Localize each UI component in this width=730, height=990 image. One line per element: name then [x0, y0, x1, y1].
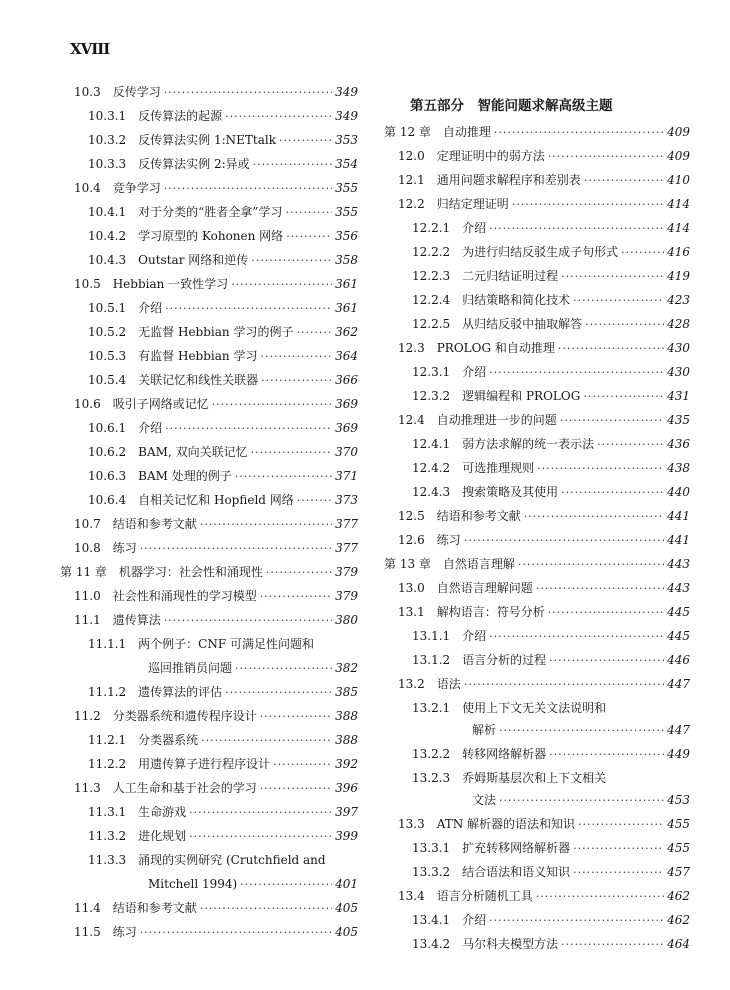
toc-dot-leader — [189, 805, 332, 821]
toc-entry-title: 12.4.3 搜索策略及其使用 — [412, 485, 559, 499]
toc-entry-page: 388 — [335, 709, 358, 723]
toc-dot-leader — [260, 349, 332, 365]
toc-entry-page: 438 — [667, 461, 690, 475]
toc-entry-title: 13.3.2 结合语法和语义知识 — [412, 865, 571, 879]
toc-entry — [384, 124, 690, 140]
toc-entry — [148, 660, 358, 676]
toc-entry-title: 12.0 定理证明中的弱方法 — [398, 149, 545, 163]
toc-entry-page: 382 — [335, 661, 358, 675]
toc-entry — [88, 828, 358, 844]
toc-entry — [74, 84, 358, 100]
toc-entry-page: 371 — [335, 469, 358, 483]
toc-entry-title: 10.4 竞争学习 — [74, 181, 161, 195]
toc-dot-leader — [140, 541, 332, 557]
toc-entry — [472, 722, 690, 738]
toc-entry-title: 解析 — [472, 723, 497, 737]
toc-dot-leader — [260, 709, 332, 725]
toc-dot-leader — [621, 245, 664, 261]
toc-entry-title: 10.7 结语和参考文献 — [74, 517, 197, 531]
toc-entry-title: 10.6 吸引子网络或记忆 — [74, 397, 209, 411]
toc-entry — [398, 148, 690, 164]
toc-dot-leader — [201, 733, 332, 749]
toc-entry — [88, 252, 358, 268]
toc-dot-leader — [240, 877, 332, 893]
toc-entry — [88, 228, 358, 244]
toc-entry-title: 11.2.2 用遗传算子进行程序设计 — [88, 757, 271, 771]
toc-entry — [412, 436, 690, 452]
toc-entry-title: 13.2.3 乔姆斯基层次和上下文相关 — [412, 771, 607, 785]
toc-entry-title: 13.4 语言分析随机工具 — [398, 889, 533, 903]
toc-entry-page: 414 — [667, 221, 690, 235]
toc-entry — [88, 372, 358, 388]
part-title: 第五部分 智能问题求解高级主题 — [410, 98, 613, 114]
toc-entry-title: Mitchell 1994) — [148, 877, 238, 891]
toc-entry-title: 11.5 练习 — [74, 925, 137, 939]
toc-entry-title: 12.4.2 可选推理规则 — [412, 461, 535, 475]
toc-entry-title: 12.2.3 二元归结证明过程 — [412, 269, 559, 283]
toc-entry-title: 11.2 分类器系统和遗传程序设计 — [74, 709, 257, 723]
toc-entry — [88, 132, 358, 148]
toc-entry-title: 10.8 练习 — [74, 541, 137, 555]
toc-entry-page: 356 — [335, 229, 358, 243]
toc-entry-title: 13.0 自然语言理解问题 — [398, 581, 533, 595]
toc-entry-title: 第 11 章 机器学习：社会性和涌现性 — [60, 565, 263, 579]
toc-entry-title: 12.3.2 逻辑编程和 PROLOG — [412, 389, 581, 403]
toc-entry — [74, 540, 358, 556]
toc-dot-leader — [297, 493, 332, 509]
toc-dot-leader — [561, 485, 664, 501]
toc-entry — [412, 628, 690, 644]
toc-entry-title: 11.3.2 进化规划 — [88, 829, 187, 843]
toc-entry-page: 445 — [667, 629, 690, 643]
toc-entry-page: 430 — [667, 341, 690, 355]
toc-entry — [88, 324, 358, 340]
toc-entry-page: 388 — [335, 733, 358, 747]
toc-entry — [74, 708, 358, 724]
toc-entry-page: 464 — [667, 937, 690, 951]
toc-entry — [398, 412, 690, 428]
toc-entry-title: 13.2 语法 — [398, 677, 461, 691]
toc-entry — [398, 604, 690, 620]
toc-entry-page: 455 — [667, 817, 690, 831]
toc-entry-title: 10.6.1 介绍 — [88, 421, 163, 435]
toc-entry-title: 10.6.3 BAM 处理的例子 — [88, 469, 232, 483]
toc-entry-title: 12.3 PROLOG 和自动推理 — [398, 341, 555, 355]
toc-entry-title: 10.3 反传学习 — [74, 85, 161, 99]
toc-entry-page: 399 — [335, 829, 358, 843]
toc-entry-page: 462 — [667, 889, 690, 903]
toc-entry-page: 353 — [335, 133, 358, 147]
toc-dot-leader — [296, 325, 332, 341]
toc-entry-page: 445 — [667, 605, 690, 619]
toc-entry-page: 431 — [667, 389, 690, 403]
toc-dot-leader — [548, 149, 664, 165]
toc-entry-page: 362 — [335, 325, 358, 339]
toc-entry-page: 443 — [667, 581, 690, 595]
toc-entry — [74, 180, 358, 196]
toc-entry — [74, 924, 358, 940]
toc-dot-leader — [536, 581, 664, 597]
toc-entry-title: 11.2.1 分类器系统 — [88, 733, 199, 747]
toc-entry-page: 379 — [335, 589, 358, 603]
toc-entry — [412, 770, 606, 786]
toc-dot-leader — [597, 437, 664, 453]
toc-dot-leader — [489, 221, 664, 237]
toc-entry — [398, 676, 690, 692]
toc-entry-page: 361 — [335, 301, 358, 315]
toc-entry-page: 392 — [335, 757, 358, 771]
toc-dot-leader — [464, 533, 664, 549]
toc-entry-title: 13.4.2 马尔科夫模型方法 — [412, 937, 559, 951]
toc-entry — [398, 172, 690, 188]
toc-dot-leader — [273, 757, 332, 773]
toc-entry — [412, 316, 690, 332]
toc-entry-title: 11.4 结语和参考文献 — [74, 901, 197, 915]
toc-entry — [88, 684, 358, 700]
toc-entry-title: 11.3.3 涌现的实例研究 (Crutchfield and — [88, 853, 326, 867]
toc-entry-page: 385 — [335, 685, 358, 699]
toc-entry-page: 423 — [667, 293, 690, 307]
toc-entry-title: 10.5.1 介绍 — [88, 301, 163, 315]
toc-dot-leader — [489, 365, 664, 381]
toc-dot-leader — [260, 781, 332, 797]
toc-entry — [412, 220, 690, 236]
toc-entry-page: 358 — [335, 253, 358, 267]
toc-entry — [398, 816, 690, 832]
toc-entry — [412, 460, 690, 476]
toc-dot-leader — [494, 125, 664, 141]
toc-dot-leader — [225, 685, 332, 701]
toc-entry-title: 13.3.1 扩充转移网络解析器 — [412, 841, 571, 855]
toc-entry-page: 455 — [667, 841, 690, 855]
toc-entry — [398, 196, 690, 212]
toc-dot-leader — [489, 629, 664, 645]
toc-entry — [88, 300, 358, 316]
toc-dot-leader — [165, 421, 332, 437]
toc-entry — [398, 508, 690, 524]
toc-entry-page: 401 — [335, 877, 358, 891]
toc-dot-leader — [464, 677, 664, 693]
toc-entry-page: 349 — [335, 109, 358, 123]
toc-entry-title: 11.1.2 遗传算法的评估 — [88, 685, 223, 699]
toc-entry — [412, 244, 690, 260]
toc-entry — [398, 888, 690, 904]
toc-entry — [472, 792, 690, 808]
toc-entry — [412, 912, 690, 928]
toc-entry-title: 12.5 结语和参考文献 — [398, 509, 521, 523]
toc-dot-leader — [548, 605, 664, 621]
toc-entry-title: 10.6.2 BAM, 双向关联记忆 — [88, 445, 248, 459]
toc-dot-leader — [578, 817, 664, 833]
toc-entry — [412, 484, 690, 500]
toc-dot-leader — [561, 937, 664, 953]
toc-entry — [88, 636, 314, 652]
toc-entry-page: 377 — [335, 541, 358, 555]
toc-entry-title: 12.2.4 归结策略和简化技术 — [412, 293, 571, 307]
toc-dot-leader — [164, 85, 332, 101]
toc-entry — [74, 396, 358, 412]
toc-entry — [88, 420, 358, 436]
toc-entry — [412, 700, 606, 716]
toc-entry-page: 453 — [667, 793, 690, 807]
toc-entry-page: 409 — [667, 149, 690, 163]
toc-entry-page: 366 — [335, 373, 358, 387]
toc-entry-page: 361 — [335, 277, 358, 291]
toc-entry — [384, 556, 690, 572]
toc-dot-leader — [558, 341, 664, 357]
toc-entry — [148, 876, 358, 892]
toc-entry — [88, 732, 358, 748]
toc-entry-page: 435 — [667, 413, 690, 427]
toc-entry — [412, 388, 690, 404]
toc-dot-leader — [200, 901, 332, 917]
toc-entry-title: 12.4 自动推理进一步的问题 — [398, 413, 557, 427]
toc-entry-title: 13.2.1 使用上下文无关文法说明和 — [412, 701, 607, 715]
toc-dot-leader — [140, 925, 332, 941]
toc-entry-page: 447 — [667, 723, 690, 737]
toc-entry-title: 文法 — [472, 793, 497, 807]
toc-entry-title: 12.2.2 为进行归结反驳生成子句形式 — [412, 245, 619, 259]
toc-entry — [398, 340, 690, 356]
toc-entry-page: 354 — [335, 157, 358, 171]
toc-entry-page: 405 — [335, 925, 358, 939]
toc-entry — [88, 468, 358, 484]
toc-entry-page: 369 — [335, 397, 358, 411]
toc-dot-leader — [499, 723, 664, 739]
page-number: XVIII — [70, 40, 110, 58]
toc-entry-title: 12.4.1 弱方法求解的统一表示法 — [412, 437, 595, 451]
toc-entry-title: 11.3 人工生命和基于社会的学习 — [74, 781, 257, 795]
toc-entry — [412, 292, 690, 308]
toc-dot-leader — [583, 389, 664, 405]
toc-entry-page: 441 — [667, 533, 690, 547]
toc-entry-title: 巡回推销员问题 — [148, 661, 233, 675]
toc-entry-page: 430 — [667, 365, 690, 379]
toc-dot-leader — [489, 913, 664, 929]
toc-entry — [398, 580, 690, 596]
toc-entry-title: 10.3.3 反传算法实例 2:异或 — [88, 157, 250, 171]
toc-entry — [412, 840, 690, 856]
toc-dot-leader — [585, 317, 664, 333]
toc-dot-leader — [164, 613, 332, 629]
toc-dot-leader — [261, 373, 332, 389]
toc-entry — [74, 276, 358, 292]
toc-entry-title: 10.5.4 关联记忆和线性关联器 — [88, 373, 259, 387]
toc-dot-leader — [231, 277, 332, 293]
toc-dot-leader — [279, 133, 332, 149]
toc-entry — [88, 756, 358, 772]
toc-entry-title: 13.1 解构语言：符号分析 — [398, 605, 545, 619]
toc-entry-title: 11.1 遗传算法 — [74, 613, 161, 627]
toc-dot-leader — [212, 397, 332, 413]
toc-entry-title: 10.5.3 有监督 Hebbian 学习 — [88, 349, 258, 363]
toc-entry — [74, 588, 358, 604]
toc-dot-leader — [524, 509, 664, 525]
toc-dot-leader — [549, 653, 664, 669]
toc-entry-title: 第 13 章 自然语言理解 — [384, 557, 515, 571]
toc-dot-leader — [225, 109, 332, 125]
toc-entry-page: 414 — [667, 197, 690, 211]
toc-dot-leader — [536, 889, 664, 905]
toc-entry — [88, 804, 358, 820]
toc-entry-page: 443 — [667, 557, 690, 571]
toc-entry-title: 12.6 练习 — [398, 533, 461, 547]
toc-entry — [412, 936, 690, 952]
toc-entry-page: 377 — [335, 517, 358, 531]
toc-dot-leader — [573, 293, 664, 309]
toc-entry-title: 12.3.1 介绍 — [412, 365, 487, 379]
toc-entry-page: 436 — [667, 437, 690, 451]
toc-entry-title: 13.2.2 转移网络解析器 — [412, 747, 547, 761]
toc-entry-title: 10.4.3 Outstar 网络和逆传 — [88, 253, 249, 267]
toc-dot-leader — [560, 413, 664, 429]
toc-entry-title: 13.1.1 介绍 — [412, 629, 487, 643]
toc-entry-page: 446 — [667, 653, 690, 667]
toc-dot-leader — [512, 197, 664, 213]
toc-dot-leader — [251, 253, 332, 269]
toc-entry-title: 10.6.4 自相关记忆和 Hopfield 网络 — [88, 493, 294, 507]
toc-entry — [74, 900, 358, 916]
toc-entry-page: 457 — [667, 865, 690, 879]
toc-dot-leader — [165, 301, 332, 317]
toc-entry-title: 13.3 ATN 解析器的语法和知识 — [398, 817, 576, 831]
toc-dot-leader — [200, 517, 332, 533]
toc-entry — [412, 652, 690, 668]
toc-dot-leader — [537, 461, 664, 477]
toc-dot-leader — [286, 229, 332, 245]
toc-dot-leader — [266, 565, 332, 581]
toc-entry-title: 10.5.2 无监督 Hebbian 学习的例子 — [88, 325, 294, 339]
toc-entry — [88, 156, 358, 172]
toc-dot-leader — [573, 865, 664, 881]
toc-entry — [74, 780, 358, 796]
toc-dot-leader — [189, 829, 332, 845]
toc-entry-page: 355 — [335, 205, 358, 219]
toc-entry-page: 355 — [335, 181, 358, 195]
toc-dot-leader — [235, 661, 332, 677]
toc-dot-leader — [584, 173, 664, 189]
toc-dot-leader — [573, 841, 664, 857]
toc-entry-page: 405 — [335, 901, 358, 915]
toc-entry-page: 397 — [335, 805, 358, 819]
toc-entry-title: 12.2.5 从归结反驳中抽取解答 — [412, 317, 583, 331]
toc-entry-page: 379 — [335, 565, 358, 579]
toc-entry — [412, 746, 690, 762]
toc-entry-page: 370 — [335, 445, 358, 459]
toc-entry-page: 409 — [667, 125, 690, 139]
toc-entry-page: 441 — [667, 509, 690, 523]
toc-entry-page: 447 — [667, 677, 690, 691]
toc-entry — [88, 492, 358, 508]
toc-entry — [88, 108, 358, 124]
toc-entry-page: 380 — [335, 613, 358, 627]
toc-dot-leader — [253, 157, 332, 173]
toc-entry-title: 10.4.2 学习原型的 Kohonen 网络 — [88, 229, 284, 243]
toc-dot-leader — [260, 589, 332, 605]
toc-entry-page: 419 — [667, 269, 690, 283]
toc-entry-title: 10.4.1 对于分类的“胜者全拿”学习 — [88, 205, 283, 219]
toc-entry-page: 373 — [335, 493, 358, 507]
toc-entry-title: 12.2 归结定理证明 — [398, 197, 509, 211]
toc-entry-page: 349 — [335, 85, 358, 99]
toc-entry-page: 449 — [667, 747, 690, 761]
toc-entry-title: 10.3.1 反传算法的起源 — [88, 109, 223, 123]
toc-entry-page: 410 — [667, 173, 690, 187]
toc-entry-page: 369 — [335, 421, 358, 435]
toc-entry-title: 10.5 Hebbian 一致性学习 — [74, 277, 229, 291]
toc-entry — [412, 864, 690, 880]
toc-entry — [88, 444, 358, 460]
toc-dot-leader — [518, 557, 664, 573]
toc-entry-page: 428 — [667, 317, 690, 331]
toc-entry-page: 416 — [667, 245, 690, 259]
toc-entry-title: 11.0 社会性和涌现性的学习模型 — [74, 589, 257, 603]
toc-dot-leader — [499, 793, 664, 809]
toc-dot-leader — [251, 445, 333, 461]
toc-entry-title: 11.3.1 生命游戏 — [88, 805, 187, 819]
toc-entry-title: 第 12 章 自动推理 — [384, 125, 491, 139]
toc-dot-leader — [285, 205, 332, 221]
toc-dot-leader — [164, 181, 332, 197]
toc-entry — [74, 612, 358, 628]
toc-entry — [88, 204, 358, 220]
toc-entry-title: 10.3.2 反传算法实例 1:NETtalk — [88, 133, 277, 147]
toc-dot-leader — [549, 747, 664, 763]
toc-entry — [60, 564, 358, 580]
toc-entry-page: 364 — [335, 349, 358, 363]
toc-entry-title: 11.1.1 两个例子：CNF 可满足性问题和 — [88, 637, 314, 651]
toc-entry-title: 12.1 通用问题求解程序和差别表 — [398, 173, 581, 187]
toc-entry-title: 12.2.1 介绍 — [412, 221, 487, 235]
toc-entry-title: 13.4.1 介绍 — [412, 913, 487, 927]
toc-entry — [412, 268, 690, 284]
toc-entry — [74, 516, 358, 532]
toc-entry-page: 396 — [335, 781, 358, 795]
toc-entry — [398, 532, 690, 548]
toc-entry-page: 462 — [667, 913, 690, 927]
toc-dot-leader — [235, 469, 332, 485]
toc-entry — [88, 348, 358, 364]
toc-entry-title: 13.1.2 语言分析的过程 — [412, 653, 547, 667]
toc-entry-page: 440 — [667, 485, 690, 499]
toc-entry — [412, 364, 690, 380]
toc-dot-leader — [561, 269, 664, 285]
toc-entry — [88, 852, 326, 868]
